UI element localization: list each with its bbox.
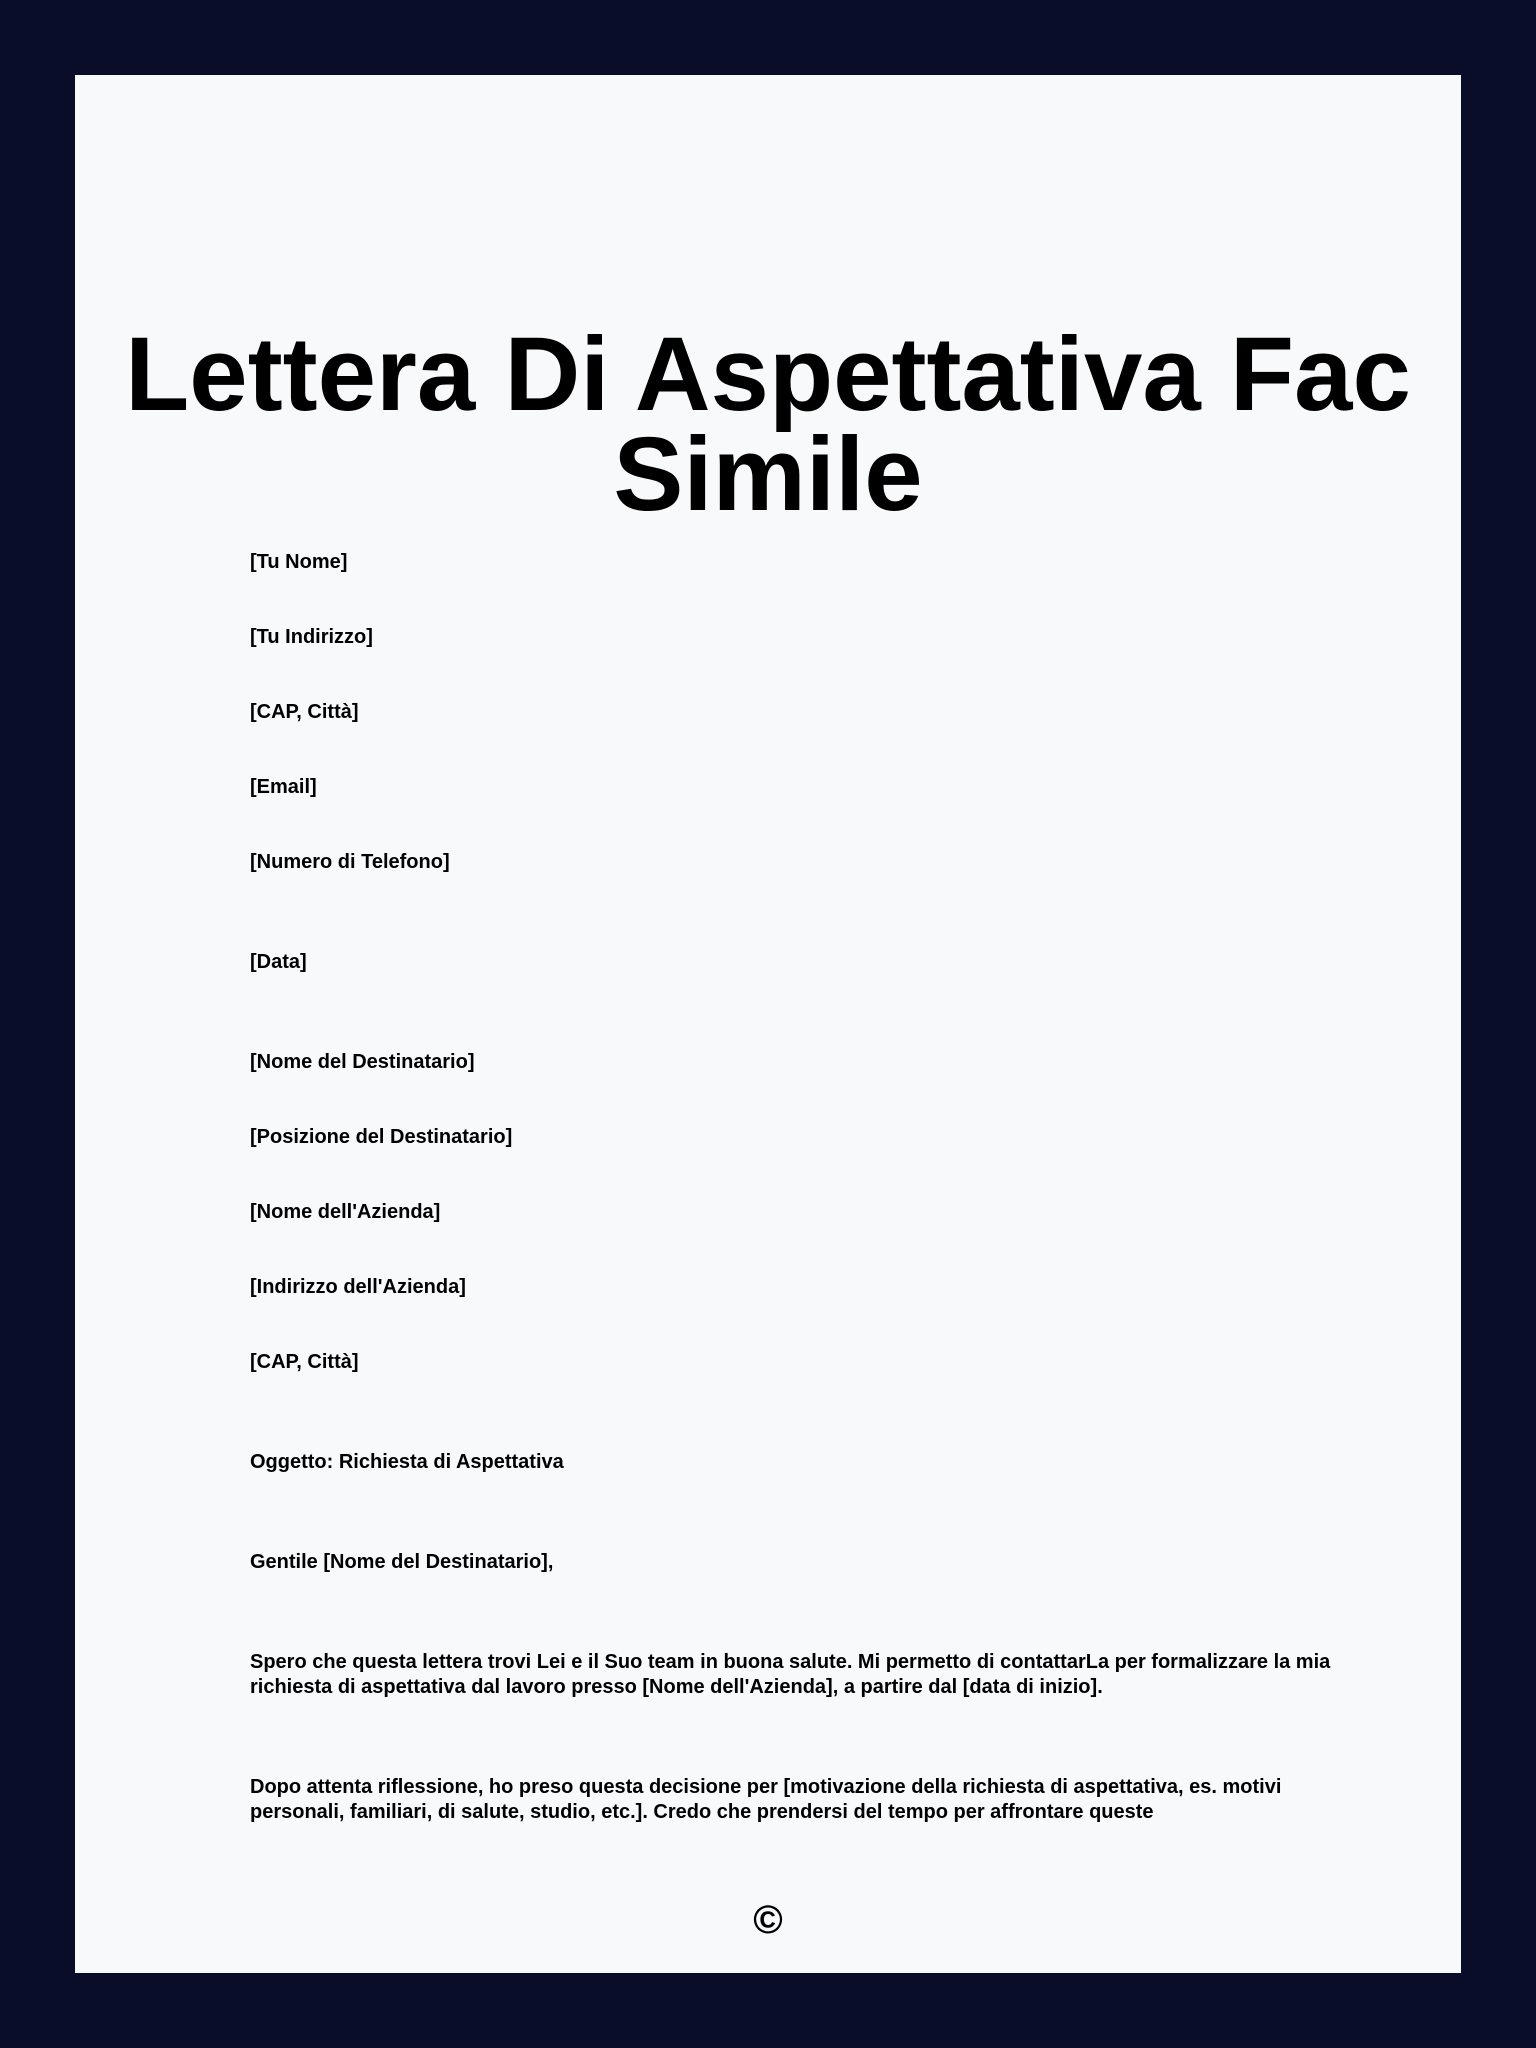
sender-email: [Email] bbox=[250, 776, 317, 798]
letter-subject: Oggetto: Richiesta di Aspettativa bbox=[250, 1451, 564, 1473]
sender-name: [Tu Nome] bbox=[250, 551, 348, 573]
copyright-icon: © bbox=[753, 1898, 783, 1942]
sender-address: [Tu Indirizzo] bbox=[250, 626, 373, 648]
document-title: Lettera Di Aspettativa Fac Simile bbox=[125, 316, 1411, 533]
recipient-position: [Posizione del Destinatario] bbox=[250, 1126, 513, 1148]
recipient-cap-city: [CAP, Città] bbox=[250, 1351, 359, 1373]
sender-cap-city: [CAP, Città] bbox=[250, 701, 359, 723]
recipient-company: [Nome dell'Azienda] bbox=[250, 1201, 441, 1223]
letter-paragraph-2: Dopo attenta riflessione, ho preso questa decisione per [motivazione della richiesta di aspettativa, es. motivi personali, familiari, di salute, studio, etc.]. Credo che prendersi del tempo per affrontare queste bbox=[250, 1776, 1282, 1823]
letter-paragraph-1: Spero che questa lettera trovi Lei e il Suo team in buona salute. Mi permetto di contattarLa per formalizzare la mia richiesta di aspettativa dal lavoro presso [Nome dell'Azienda], a partire dal [data di inizio]. bbox=[250, 1651, 1331, 1698]
recipient-company-address: [Indirizzo dell'Azienda] bbox=[250, 1276, 466, 1298]
letter-salutation: Gentile [Nome del Destinatario], bbox=[250, 1551, 554, 1573]
document-page bbox=[75, 75, 1461, 1973]
sender-phone: [Numero di Telefono] bbox=[250, 851, 450, 873]
letter-date: [Data] bbox=[250, 951, 307, 973]
recipient-name: [Nome del Destinatario] bbox=[250, 1051, 475, 1073]
